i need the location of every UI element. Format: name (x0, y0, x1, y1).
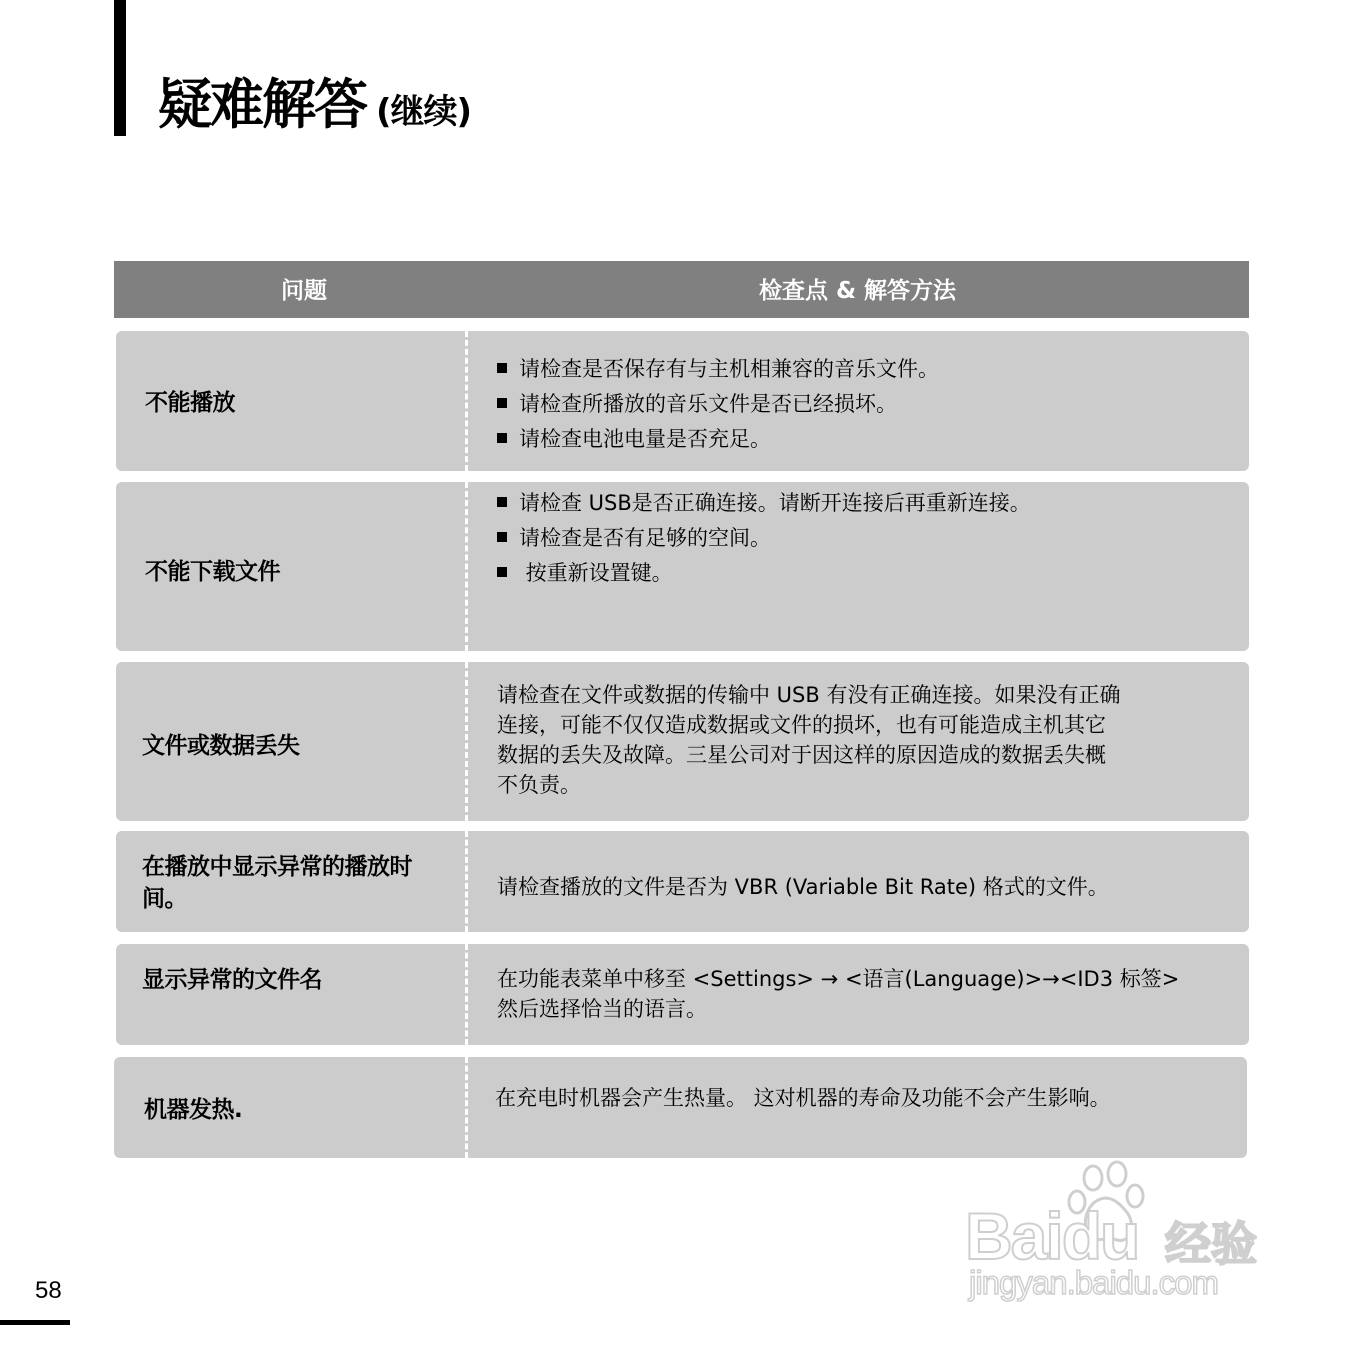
row-problem: 文件或数据丢失 (142, 733, 300, 759)
row-answer (497, 486, 1239, 591)
answer-bullet: 按重新设置键。 (497, 556, 1239, 591)
header-problem: 问题 (281, 278, 327, 304)
table-row (116, 482, 1249, 651)
page-title (158, 70, 471, 147)
bullet-square-icon (497, 497, 507, 507)
bullet-square-icon (497, 363, 507, 373)
watermark-brand: 经验 (1165, 1217, 1257, 1271)
row-problem: 不能播放 (145, 390, 235, 416)
answer-bullet: 请检查是否保存有与主机相兼容的音乐文件。 (497, 352, 1239, 387)
bullet-square-icon (497, 398, 507, 408)
bullet-square-icon (497, 433, 507, 443)
answer-bullet: 请检查所播放的音乐文件是否已经损坏。 (497, 387, 1239, 422)
row-answer: 请检查播放的文件是否为 VBR (Variable Bit Rate) 格式的文件。 (497, 875, 1109, 899)
table-row (116, 831, 1249, 932)
row-answer: 在充电时机器会产生热量。 这对机器的寿命及功能不会产生影响。 (495, 1086, 1111, 1110)
row-answer (497, 352, 1239, 457)
page-number-rule (0, 1320, 70, 1325)
row-answer: 请检查在文件或数据的传输中 USB 有没有正确连接。如果没有正确 连接，可能不仅仅造成数据或文件的损坏，也有可能造成主机其它 数据的丢失及故障。三星公司对于因这样的原因造成的数据丢失概 不负责。 (497, 683, 1121, 797)
title-accent-bar (114, 0, 126, 136)
answer-bullet: 请检查是否有足够的空间。 (497, 521, 1239, 556)
row-divider (465, 1057, 468, 1158)
header-answer: 检查点 & 解答方法 (758, 278, 957, 304)
row-divider (465, 831, 468, 932)
answer-bullet: 请检查电池电量是否充足。 (497, 422, 1239, 457)
row-problem: 在播放中显示异常的播放时间。 (142, 854, 412, 912)
page-title-main: 疑难解答 (158, 73, 366, 136)
row-answer: 在功能表菜单中移至 <Settings> → <语言(Language)>→<ID3 标签> 然后选择恰当的语言。 (497, 967, 1180, 1021)
page-number: 58 (35, 1277, 62, 1304)
row-divider (465, 944, 468, 1045)
table-row (116, 331, 1249, 471)
row-problem: 显示异常的文件名 (142, 967, 322, 993)
watermark-url: jingyan.baidu.com (969, 1264, 1218, 1301)
baidu-watermark (965, 1160, 1285, 1310)
row-divider (465, 662, 468, 821)
table-row (116, 662, 1249, 821)
bullet-square-icon (497, 567, 507, 577)
row-problem: 不能下载文件 (145, 559, 280, 585)
watermark-logo: Baidu (965, 1199, 1139, 1273)
answer-bullet: 请检查 USB是否正确连接。请断开连接后再重新连接。 (497, 486, 1239, 521)
table-header (114, 261, 1249, 318)
bullet-square-icon (497, 532, 507, 542)
table-row (116, 944, 1249, 1045)
row-divider (465, 331, 468, 471)
page-title-sub: (继续) (376, 92, 472, 132)
row-divider (465, 482, 468, 651)
row-problem: 机器发热. (144, 1097, 243, 1123)
table-row (114, 1057, 1247, 1158)
